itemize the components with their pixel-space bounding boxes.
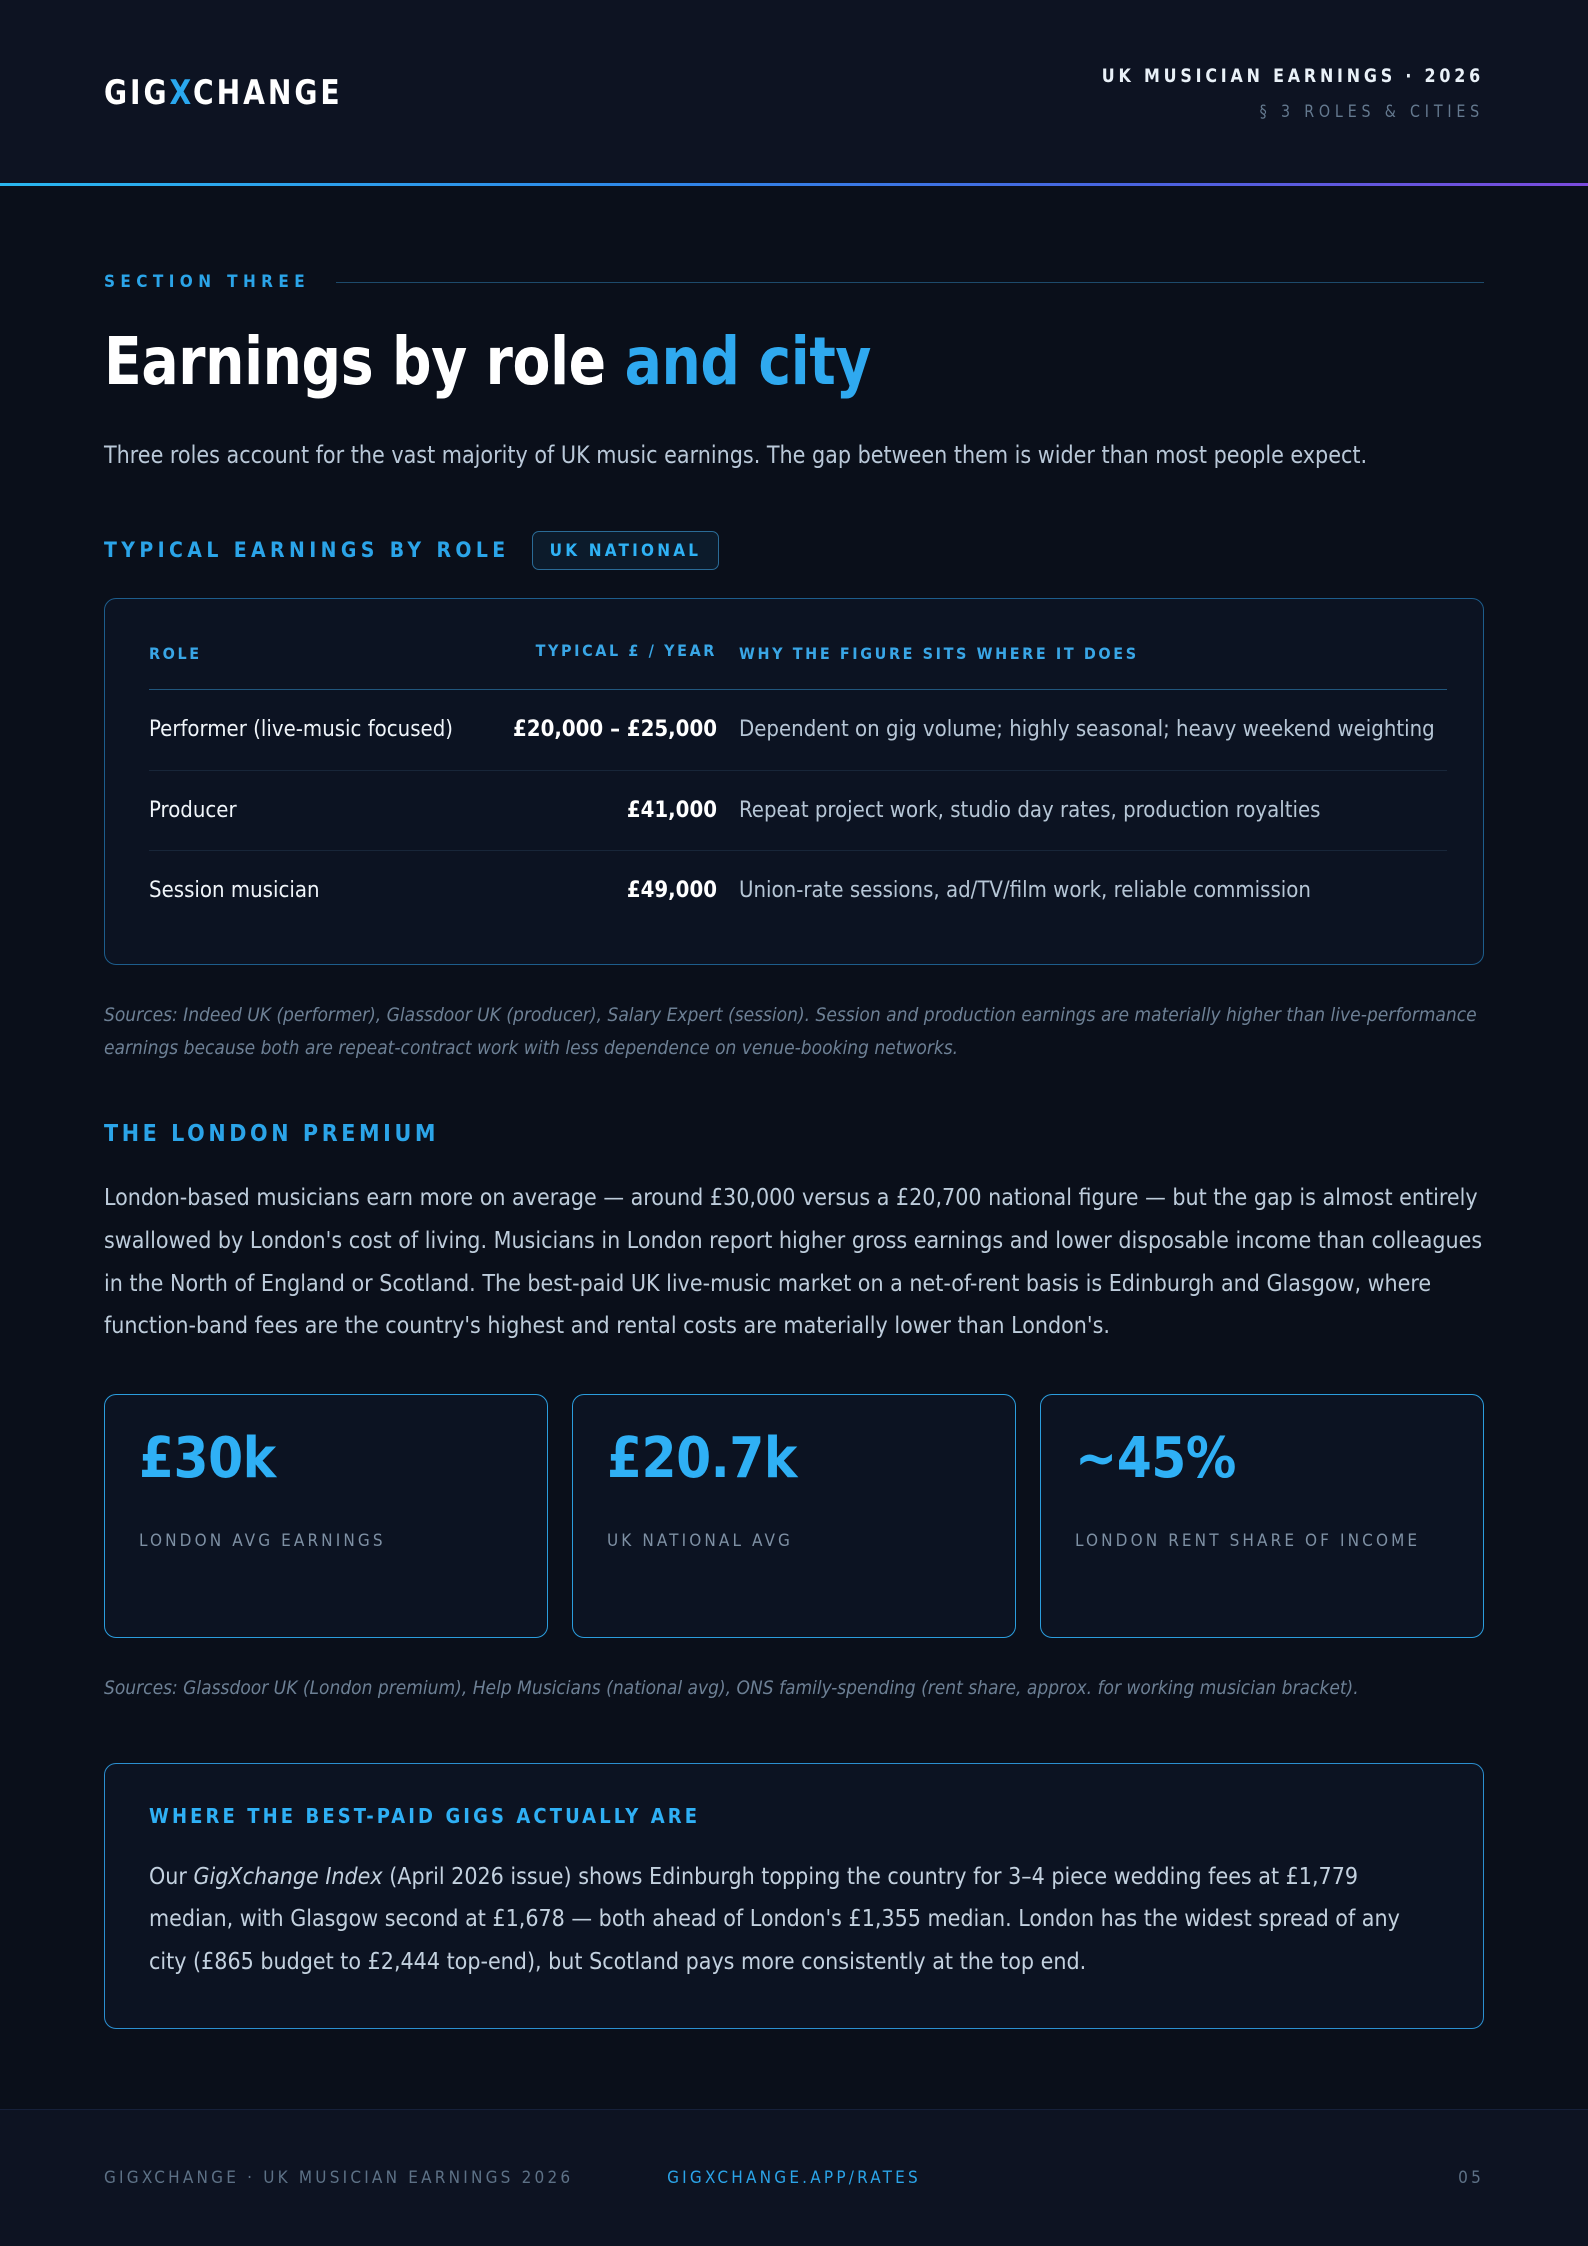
cell-amount: £41,000 <box>489 770 739 850</box>
page-title-main: Earnings by role <box>104 323 625 400</box>
page-title <box>104 323 1387 400</box>
stat-value: £20.7k <box>607 1425 797 1491</box>
brand-logo[interactable] <box>104 73 343 113</box>
stat-label: LONDON RENT SHARE OF INCOME <box>1075 1530 1421 1551</box>
footer-page-number: 05 <box>1458 2168 1485 2188</box>
column-header-amount: TYPICAL £ / YEAR <box>489 639 739 690</box>
page-content <box>0 186 1588 2029</box>
stat-label: UK NATIONAL AVG <box>607 1530 793 1551</box>
london-premium-body: London-based musicians earn more on average — around £30,000 versus a £20,700 national figure — but the gap is almost entirely swallowed by London's cost of living. Musicians in London report higher gross earnings and lower disposable income than colleagues in the North of England or Scotland. The best-paid UK live-music market on a net-of-rent basis is Edinburgh and Glasgow, where function-band fees are the country's highest and rental costs are materially lower than London's. <box>104 1185 1483 1340</box>
roles-table-panel <box>104 598 1484 965</box>
stat-label: LONDON AVG EARNINGS <box>139 1530 386 1551</box>
table-row <box>149 850 1447 930</box>
cell-why: Repeat project work, studio day rates, production royalties <box>739 770 1447 850</box>
callout-publication-name: GigXchange Index <box>193 1863 383 1890</box>
header-subtitle: § 3 ROLES & CITIES <box>1259 101 1484 122</box>
eyebrow-divider <box>336 282 1484 283</box>
section-eyebrow: SECTION THREE <box>104 272 311 292</box>
logo-suffix: CHANGE <box>193 73 343 113</box>
header-accent-rule <box>0 183 1588 186</box>
logo-x-accent: X <box>169 73 194 113</box>
callout-heading: WHERE THE BEST-PAID GIGS ACTUALLY ARE <box>149 1803 701 1828</box>
callout-text-before: Our <box>149 1863 194 1890</box>
roles-table <box>149 639 1447 930</box>
cell-role: Performer (live-music focused) <box>149 690 489 770</box>
table-row <box>149 690 1447 770</box>
footer-url[interactable]: GIGXCHANGE.APP/RATES <box>667 2168 921 2188</box>
page-header <box>0 0 1588 186</box>
logo-prefix: GIG <box>104 73 170 113</box>
cell-why: Union-rate sessions, ad/TV/film work, reliable commission <box>739 877 1311 903</box>
roles-sources-note: Sources: Indeed UK (performer), Glassdoor UK (producer), Salary Expert (session). Session and production earnings are materially higher than live-performance earnings because both are repeat-contract work with less dependence on venue-booking networks. <box>104 1003 1477 1060</box>
footer-left-label: GIGXCHANGE · UK MUSICIAN EARNINGS 2026 <box>104 2168 574 2188</box>
scope-badge[interactable]: UK NATIONAL <box>532 531 720 570</box>
stat-value: £30k <box>139 1425 276 1491</box>
cell-amount: £49,000 <box>626 877 717 903</box>
cell-role: Producer <box>149 770 489 850</box>
london-premium-heading: THE LONDON PREMIUM <box>104 1121 440 1148</box>
column-header-why: WHY THE FIGURE SITS WHERE IT DOES <box>739 639 1447 690</box>
stat-card-london-avg <box>104 1394 548 1638</box>
roles-subhead-row <box>104 531 1484 570</box>
cell-role: Session musician <box>149 877 320 903</box>
london-sources-note: Sources: Glassdoor UK (London premium), Help Musicians (national avg), ONS family-spending (rent share, approx. for working musician bracket). <box>104 1676 1359 1699</box>
table-row <box>149 770 1447 850</box>
section-eyebrow-row <box>104 272 1484 292</box>
stat-card-group <box>104 1394 1484 1638</box>
stat-value: ~45% <box>1075 1425 1236 1491</box>
stat-card-rent-share <box>1040 1394 1484 1638</box>
table-header-row <box>149 639 1447 690</box>
header-meta <box>1073 65 1484 122</box>
callout-body <box>149 1856 1439 1984</box>
callout-box <box>104 1763 1484 2029</box>
page-footer <box>0 2109 1588 2246</box>
stat-card-uk-national-avg <box>572 1394 1016 1638</box>
page-title-accent: and city <box>624 323 871 400</box>
header-title: UK MUSICIAN EARNINGS · 2026 <box>1101 64 1484 87</box>
section-lede: Three roles account for the vast majority of UK music earnings. The gap between them is wider than most people expect. <box>104 440 1368 469</box>
callout-text-after: (April 2026 issue) shows Edinburgh topping the country for 3–4 piece wedding fees at £1,779 median, with Glasgow second at £1,678 — both ahead of London's £1,355 median. London has the widest spread of any city (£865 budget to £2,444 top-end), but Scotland pays more consistently at the top end. <box>149 1863 1400 1976</box>
roles-subhead: TYPICAL EARNINGS BY ROLE <box>104 538 510 563</box>
column-header-role: ROLE <box>149 639 489 690</box>
cell-amount: £20,000 – £25,000 <box>489 690 739 770</box>
cell-why: Dependent on gig volume; highly seasonal; heavy weekend weighting <box>739 690 1447 770</box>
